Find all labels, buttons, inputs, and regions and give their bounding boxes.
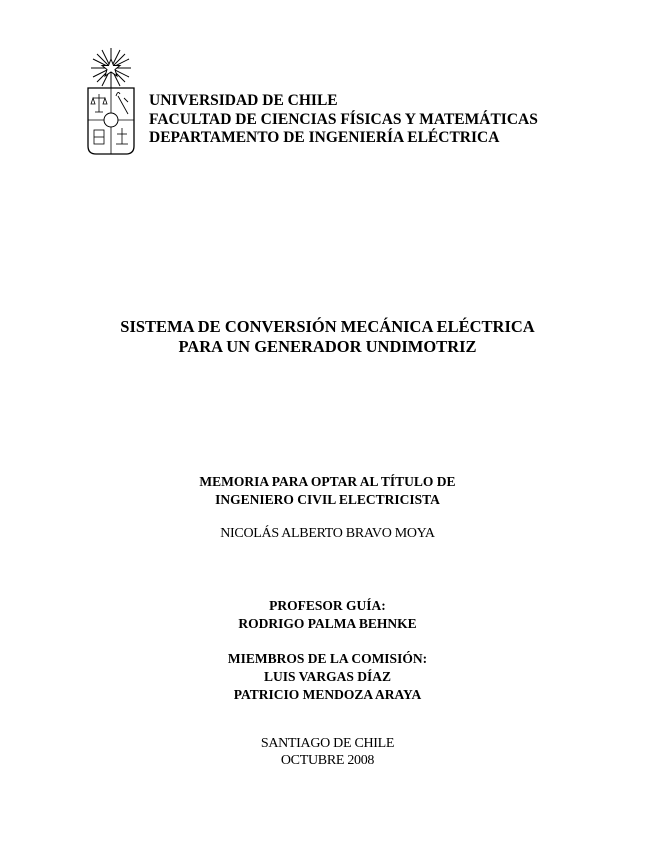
committee-label: MIEMBROS DE LA COMISIÓN:: [227, 651, 428, 666]
university-crest-icon: [82, 46, 140, 158]
author-name: NICOLÁS ALBERTO BRAVO MOYA: [220, 526, 435, 541]
place: SANTIAGO DE CHILE: [260, 736, 395, 751]
thesis-title-line-2: PARA UN GENERADOR UNDIMOTRIZ: [178, 337, 477, 356]
advisor-label: PROFESOR GUÍA:: [269, 598, 386, 613]
place-date-block: [0, 735, 655, 769]
advisor-block: [0, 597, 655, 633]
degree-purpose: [0, 473, 655, 509]
degree-purpose-line-1: MEMORIA PARA OPTAR AL TÍTULO DE: [199, 474, 456, 489]
thesis-title: [0, 317, 655, 357]
committee-block: [0, 650, 655, 704]
degree-purpose-line-2: INGENIERO CIVIL ELECTRICISTA: [215, 492, 440, 507]
thesis-title-line-1: SISTEMA DE CONVERSIÓN MECÁNICA ELÉCTRICA: [120, 317, 535, 336]
advisor-name: RODRIGO PALMA BEHNKE: [238, 616, 417, 631]
committee-member-2: PATRICIO MENDOZA ARAYA: [233, 687, 422, 702]
university-name: UNIVERSIDAD DE CHILE: [149, 92, 338, 109]
committee-member-1: LUIS VARGAS DÍAZ: [263, 669, 392, 684]
date: OCTUBRE 2008: [280, 753, 375, 768]
faculty-name: FACULTAD DE CIENCIAS FÍSICAS Y MATEMÁTICAS: [149, 110, 538, 128]
institution-header: [149, 92, 538, 148]
department-name: DEPARTAMENTO DE INGENIERÍA ELÉCTRICA: [149, 129, 500, 146]
